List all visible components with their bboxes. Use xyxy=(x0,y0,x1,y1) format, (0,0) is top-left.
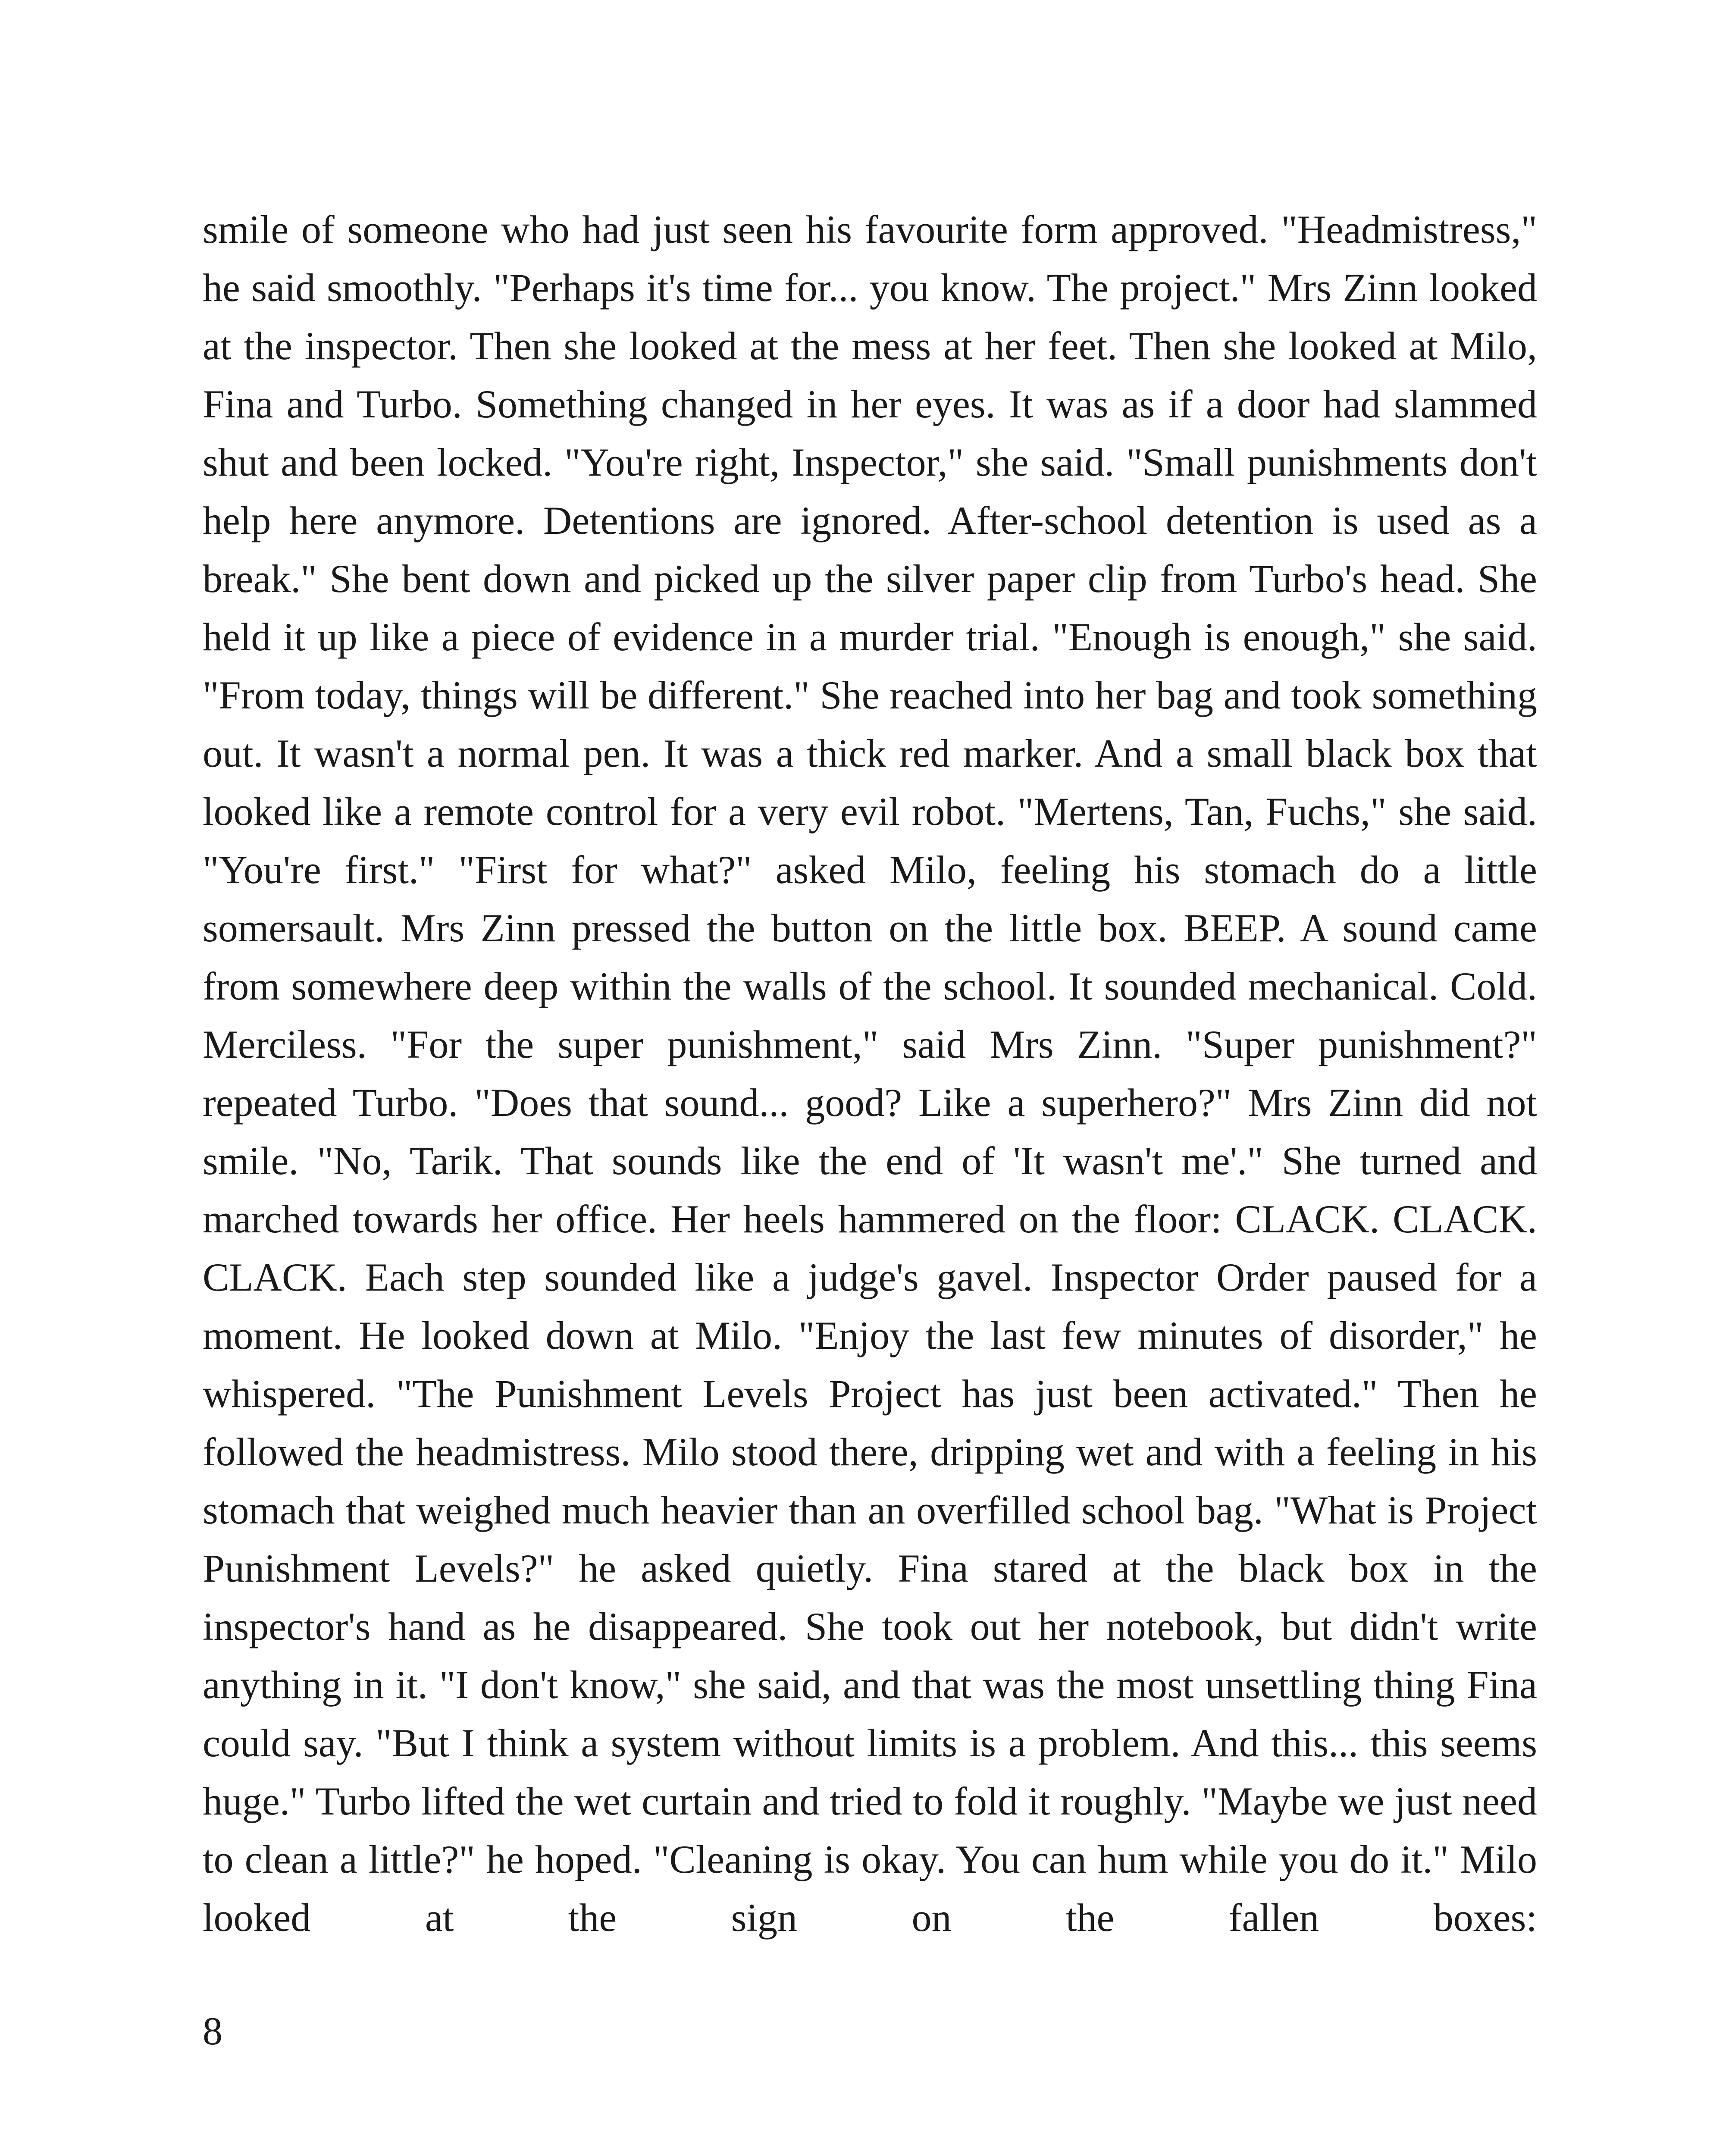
page-number: 8 xyxy=(203,2009,222,2053)
body-paragraph: smile of someone who had just seen his favourite form approved. "Headmistress," he said smoothly. "Perhaps it's time for... you know. The project." Mrs Zinn looked at the inspector. Then she looked at the mess at her feet. Then she looked at Milo, Fina and Turbo. Something changed in her eyes. It was as if a door had slammed shut and been locked. "You're right, Inspector," she said. "Small punishments don't help here anymore. Detentions are ignored. After-school detention is used as a break." She bent down and picked up the silver paper clip from Turbo's head. She held it up like a piece of evidence in a murder trial. "Enough is enough," she said. "From today, things will be different." She reached into her bag and took something out. It wasn't a normal pen. It was a thick red marker. And a small black box that looked like a remote control for a very evil robot. "Mertens, Tan, Fuchs," she said. "You're first." "First for what?" asked Milo, feeling his stomach do a little somersault. Mrs Zinn pressed the button on the little box. BEEP. A sound came from somewhere deep within the walls of the school. It sounded mechanical. Cold. Merciless. "For the super punishment," said Mrs Zinn. "Super punishment?" repeated Turbo. "Does that sound... good? Like a superhero?" Mrs Zinn did not smile. "No, Tarik. That sounds like the end of 'It wasn't me'." She turned and marched towards her office. Her heels hammered on the floor: CLACK. CLACK. CLACK. Each step sounded like a judge's gavel. Inspector Order paused for a moment. He looked down at Milo. "Enjoy the last few minutes of disorder," he whispered. "The Punishment Levels Project has just been activated." Then he followed the headmistress. Milo stood there, dripping wet and with a feeling in his stomach that weighed much heavier than an overfilled school bag. "What is Project Punishment Levels?" he asked quietly. Fina stared at the black box in the inspector's hand as he disappeared. She took out her notebook, but didn't write anything in it. "I don't know," she said, and that was the most unsettling thing Fina could say. "But I think a system without limits is a problem. And this... this seems huge." Turbo lifted the wet curtain and tried to fold it roughly. "Maybe we just need to clean a little?" he hoped. "Cleaning is okay. You can hum while you do it." Milo looked at the sign on the fallen boxes: xyxy=(203,207,1537,1940)
